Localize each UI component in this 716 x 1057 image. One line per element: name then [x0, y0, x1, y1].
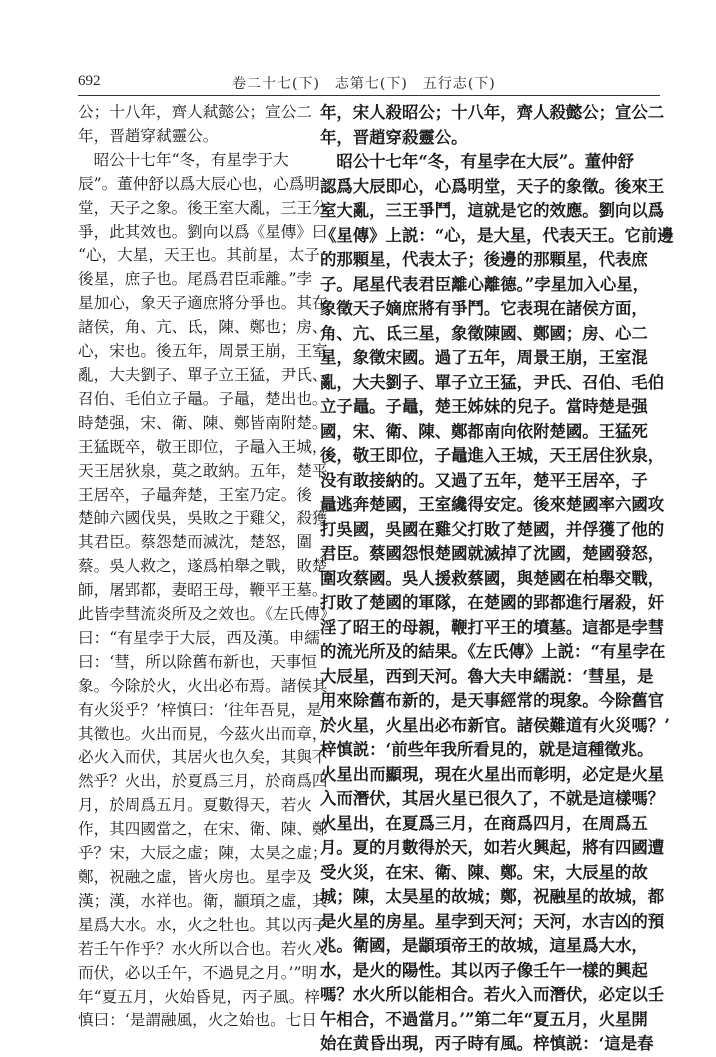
translation-text-line: 始在黄昏出現，丙子時有風。梓慎説：‘這是春	[320, 1034, 654, 1053]
translation-text-line: 嗎？水火所以能相合。若火入而潛伏，必定以壬	[320, 985, 665, 1004]
translation-text-line: 子。尾星代表君臣離心離德。”孛星加入心星，	[320, 274, 650, 294]
translation-text-line: 没有敢接納的。又過了五年，楚平王居卒，子	[320, 470, 648, 490]
translation-text-line: 於火星，火星出必布新官。諸侯難道有火災嗎？’	[320, 715, 670, 735]
classical-text-line: 年，晋趙穿弒靈公。	[78, 126, 219, 145]
translation-text-line: 年，晋趙穿殺靈公。	[320, 127, 468, 147]
translation-text-line: 後，敬王即位，子鼂進入王城，天王居住狄泉，	[320, 446, 665, 465]
classical-text-line: 天王居狄泉，莫之敢納。五年，楚平	[78, 461, 328, 480]
classical-text-line: 亂，大夫劉子、單子立王猛，尹氏、	[78, 365, 328, 384]
translation-text-line: 受火災，在宋、衛、陳、鄭。宋，大辰星的故	[320, 862, 648, 882]
translation-text-line: 星，象徵宋國。過了五年，周景王崩，王室混	[320, 348, 648, 367]
classical-text-line: 此皆孛彗流炎所及之效也。《左氏傳》	[78, 605, 336, 624]
translation-text-line: 年，宋人殺昭公；十八年，齊人殺懿公；宣公二	[320, 103, 665, 122]
classical-text-column	[78, 101, 336, 1033]
translation-text-line: 國，宋、衛、陳、鄭都南向依附楚國。王猛死	[320, 421, 648, 441]
translation-text-line: 大辰星，西到天河。魯大夫申繻説：‘彗星，是	[320, 666, 654, 686]
translation-text-line: 水，是火的陽性。其以丙子像壬午一樣的興起	[320, 960, 648, 980]
translation-text-line: 君臣。蔡國怨恨楚國就滅掉了沈國，楚國發怒，	[320, 544, 665, 563]
classical-text-line: 蔡。吳人救之，遂爲柏舉之戰，敗楚	[78, 557, 328, 576]
classical-text-line: 星爲大水。水，火之牡也。其以丙子	[78, 915, 328, 934]
translation-text-line: 火星出，在夏爲三月，在商爲四月，在周爲五	[320, 813, 648, 833]
header-rule	[78, 95, 660, 96]
translation-text-line: 的流光所及的結果。《左氏傳》上説：“有星孛在	[320, 642, 666, 661]
translation-text-column	[320, 101, 674, 1057]
translation-text-line: 《星傳》上説：“心，是大星，代表天王。它前邊	[320, 225, 674, 245]
translation-text-line: 用來除舊布新的，是天事經常的現象。今除舊官	[320, 691, 665, 710]
translation-text-line: 月。夏的月數得於天，如若火興起，將有四國遭	[320, 838, 665, 857]
translation-text-line: 淫了昭王的母親，鞭打平王的墳墓。這都是孛彗	[320, 617, 665, 637]
translation-text-line: 兆。衛國，是顓頊帝王的故城，這星爲大水，	[320, 936, 648, 955]
translation-text-line: 火星出而顯現，現在火星出而彰明，必定是火星	[320, 764, 665, 784]
translation-text-line: 打敗了楚國的軍隊，在楚國的郢都進行屠殺，奸	[320, 593, 665, 612]
classical-text-line: 辰”。董仲舒以爲大辰心也，心爲明	[78, 174, 320, 193]
classical-text-line: 月，於周爲五月。夏數得天，若火	[78, 796, 312, 815]
classical-text-line: 後星，庶子也。尾爲君臣乖離。”孛	[78, 270, 313, 289]
translation-text-line: 梓慎説：‘前些年我所看見的，就是這種徵兆。	[320, 740, 654, 759]
classical-text-line: “心，大星，天王也。其前星，太子；	[78, 246, 336, 265]
classical-text-line: 昭公十七年“冬，有星孛于大	[78, 150, 289, 169]
classical-text-line: 楚帥六國伐吳，吳敗之于雞父，殺獲	[78, 509, 328, 528]
classical-text-line: 星加心，象天子適庶將分爭也。其在	[78, 294, 328, 313]
classical-text-line: 召伯、毛伯立子鼂。子鼂，楚出也。	[78, 389, 328, 408]
classical-text-line: 其君臣。蔡怨楚而滅沈，楚怒，圍	[78, 533, 312, 552]
translation-text-line: 城；陳，太昊星的故城；鄭，祝融星的故城，都	[320, 887, 665, 906]
translation-text-line: 昭公十七年“冬，有星孛在大辰”。董仲舒	[320, 152, 634, 171]
classical-text-line: 作，其四國當之，在宋、衛、陳、鄭	[78, 820, 328, 839]
translation-text-line: 認爲大辰即心，心爲明堂，天子的象徵。後來王	[320, 176, 665, 196]
classical-text-line: 慎曰：‘是謂融風，火之始也。七日	[78, 1011, 317, 1030]
page-number: 692	[78, 73, 101, 89]
translation-text-line: 是火星的房星。星孛到天河；天河，水吉凶的預	[320, 911, 665, 931]
classical-text-line: 若壬午作乎？水火所以合也。若火入	[78, 939, 328, 958]
classical-text-line: 時楚强，宋、衛、陳、鄭皆南附楚。	[78, 413, 328, 432]
classical-text-line: 王居卒，子鼂奔楚，王室乃定。後	[78, 485, 312, 504]
translation-text-line: 圍攻蔡國。吳人援救蔡國，與楚國在柏舉交戰，	[320, 568, 665, 588]
translation-text-line: 象徵天子嫡庶將有爭鬥。它表現在諸侯方面，	[320, 299, 648, 318]
classical-text-line: 然乎？火出，於夏爲三月，於商爲四	[78, 772, 328, 791]
classical-text-line: 曰：‘彗，所以除舊布新也，天事恒	[78, 652, 317, 671]
translation-text-line: 入而潛伏，其居火星已很久了，不就是這樣嗎？	[320, 789, 665, 808]
translation-text-line: 的那顆星，代表太子；後邊的那顆星，代表庶	[320, 250, 648, 269]
classical-text-line: 堂，天子之象。後王室大亂，三王分	[78, 198, 328, 217]
classical-text-line: 乎？宋，大辰之虛；陳，太昊之虛；	[78, 844, 328, 863]
translation-text-line: 亂，大夫劉子、單子立王猛，尹氏、召伯、毛伯	[320, 372, 665, 392]
classical-text-line: 年“夏五月，火始昏見，丙子風。梓	[78, 987, 320, 1006]
classical-text-line: 鄭，祝融之虛，皆火房也。星孛及	[78, 868, 312, 886]
classical-text-line: 漢；漢，水祥也。衛，顓頊之虛，其	[78, 891, 328, 910]
classical-text-line: 而伏，必以壬午，不過見之月。’”明	[78, 963, 318, 982]
translation-text-line: 室大亂，三王爭鬥，這就是它的效應。劉向以爲	[320, 201, 665, 220]
classical-text-line: 公；十八年，齊人弒懿公；宣公二	[78, 103, 312, 121]
translation-text-line: 打吳國，吳國在雞父打敗了楚國，并俘獲了他的	[320, 519, 665, 539]
classical-text-line: 必火入而伏，其居火也久矣，其與不	[78, 748, 328, 767]
classical-text-line: 爭，此其效也。劉向以爲《星傳》曰	[78, 222, 328, 241]
translation-text-line: 立子鼂。子鼂，楚王姊妹的兒子。當時楚是强	[320, 397, 648, 416]
running-title: 卷二十七(下) 志第七(下) 五行志(下)	[232, 76, 496, 92]
classical-text-line: 心，宋也。後五年，周景王崩，王室	[78, 342, 328, 361]
translation-text-line: 鼂逃奔楚國，王室纔得安定。後來楚國率六國攻	[320, 495, 665, 514]
translation-text-line: 角、亢、氐三星，象徵陳國、鄭國；房、心二	[320, 323, 648, 343]
classical-text-line: 其徵也。火出而見，今茲火出而章，	[78, 724, 328, 743]
classical-text-line: 有火災乎？’梓慎曰：‘往年吾見，是	[78, 700, 322, 719]
classical-text-line: 王猛既卒，敬王即位，子鼂入王城，	[78, 437, 328, 456]
translation-text-line: 午相合，不過當月。’”第二年“夏五月，火星開	[320, 1009, 648, 1029]
classical-text-line: 師，屠郢都，妻昭王母，鞭平王墓。	[78, 581, 328, 600]
classical-text-line: 諸侯，角、亢、氐，陳、鄭也；房、	[78, 318, 328, 337]
classical-text-line: 曰：“有星孛于大辰，西及漢。申繻	[78, 628, 320, 647]
classical-text-line: 象。今除於火，火出必布焉。諸侯其	[78, 676, 328, 695]
